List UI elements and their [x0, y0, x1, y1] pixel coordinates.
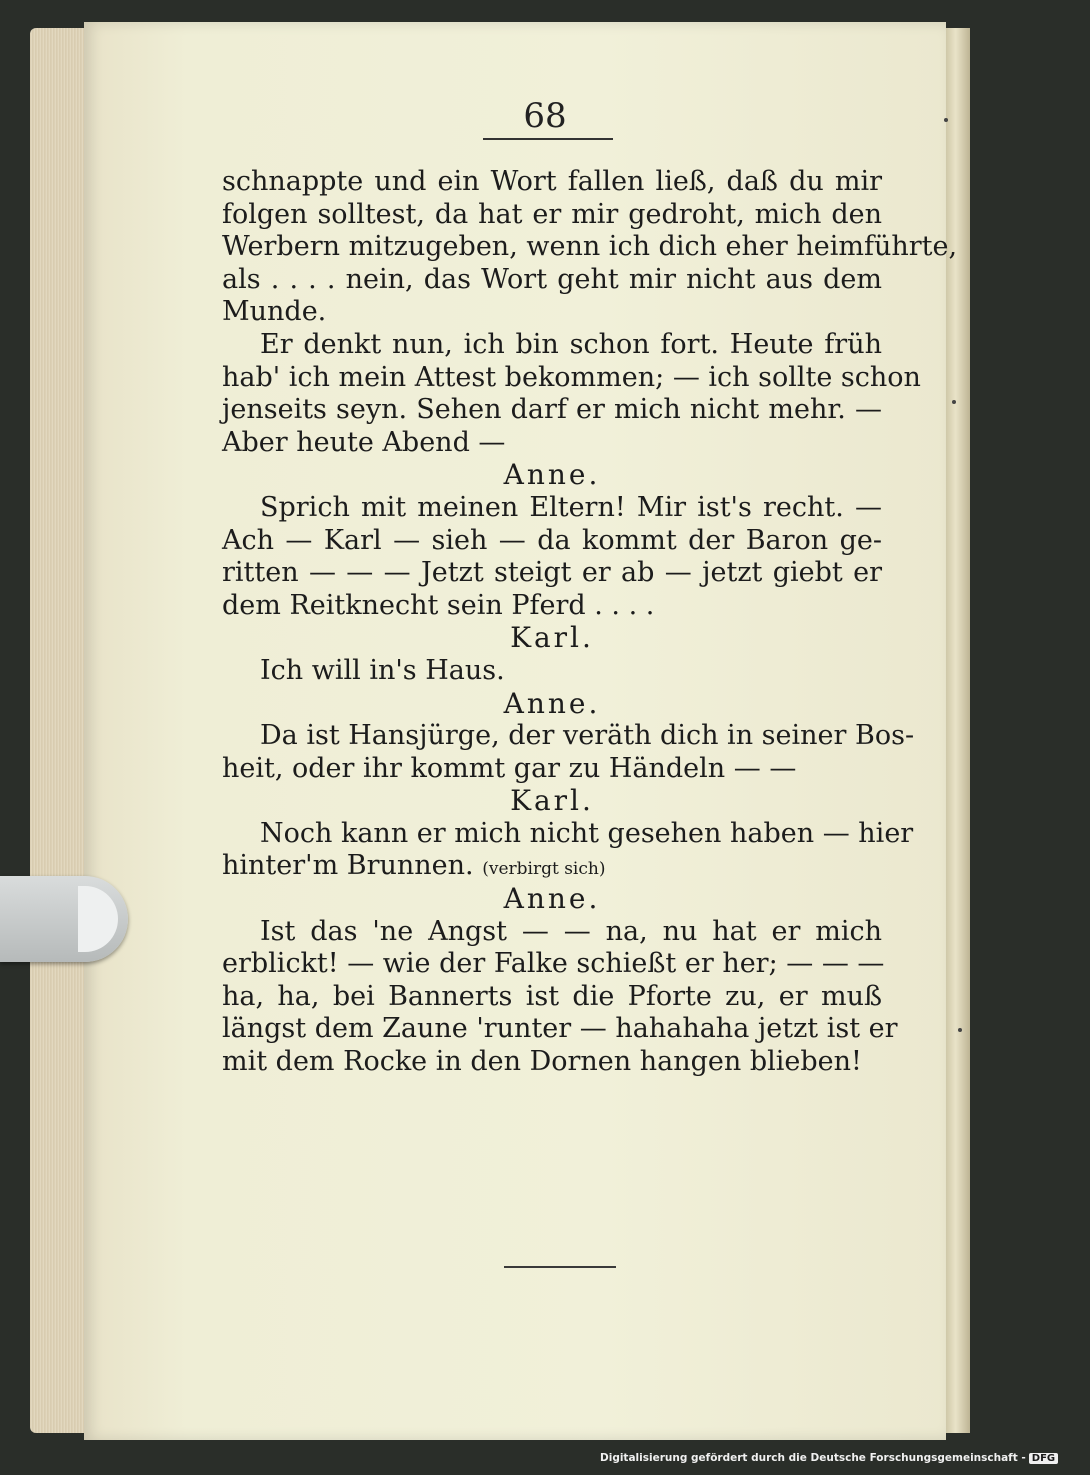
line-text: Munde. — [222, 296, 327, 328]
stage-direction: (verbirgt sich) — [482, 859, 606, 880]
line-text: Er denkt nun, ich bin schon fort. Heute früh — [260, 328, 882, 360]
page-number: 68 — [523, 96, 567, 136]
line-text: Ich will in's Haus. — [260, 654, 505, 686]
text-line — [222, 1046, 882, 1079]
text-line — [222, 427, 882, 460]
text-line — [222, 296, 882, 329]
speaker-name: Anne. — [503, 686, 601, 720]
speaker-name: Anne. — [503, 882, 601, 916]
line-text: längst dem Zaune 'runter — hahahaha jetzt ist er — [222, 1013, 898, 1045]
footer-rule — [504, 1266, 616, 1268]
line-text: als . . . . nein, das Wort geht mir nicht aus dem — [222, 263, 882, 295]
text-line — [222, 1013, 898, 1046]
line-text: hab' ich mein Attest bekommen; — ich sollte schon — [222, 361, 921, 393]
line-text: schnappte und ein Wort fallen ließ, daß du mir — [222, 166, 882, 197]
line-text: ritten — — — Jetzt steigt er ab — jetzt giebt er — [222, 557, 882, 589]
text-line — [222, 264, 882, 297]
text-line — [222, 948, 885, 981]
page-clip — [0, 876, 128, 962]
line-text: jenseits seyn. Sehen darf er mich nicht mehr. — — [222, 394, 882, 426]
text-line — [222, 199, 882, 232]
text-line — [222, 655, 882, 688]
text-line — [222, 916, 882, 949]
header-rule — [483, 138, 613, 140]
text-line — [222, 231, 958, 264]
line-text: heit, oder ihr kommt gar zu Händeln — — — [222, 752, 797, 784]
speaker-name: Karl. — [510, 784, 594, 818]
line-text: Noch kann er mich nicht gesehen haben — hier — [260, 817, 914, 849]
text-line — [222, 720, 915, 753]
binding-mark — [958, 1028, 962, 1032]
text-line — [222, 525, 882, 558]
credit-text: Digitalisierung gefördert durch die Deutsche Forschungsgemeinschaft - — [600, 1452, 1026, 1464]
binding-mark — [952, 400, 956, 404]
text-line — [222, 590, 882, 623]
speaker-name: Anne. — [503, 458, 601, 492]
line-text: ha, ha, bei Bannerts ist die Pforte zu, er muß — [222, 980, 882, 1012]
line-text: erblickt! — wie der Falke schießt er her; — — — — [222, 948, 885, 980]
book-page-edges — [30, 28, 90, 1433]
line-text: dem Reitknecht sein Pferd . . . . — [222, 589, 655, 621]
line-text: Da ist Hansjürge, der veräth dich in seiner Bos- — [260, 720, 915, 752]
line-text: Werbern mitzugeben, wenn ich dich eher heimführte, — [222, 231, 958, 263]
text-line — [222, 753, 882, 786]
text-line — [222, 394, 882, 427]
text-line — [222, 361, 921, 395]
body-text — [222, 166, 958, 1079]
line-text: Sprich mit meinen Eltern! Mir ist's recht. — — [260, 491, 882, 523]
digitization-credit — [600, 1452, 1056, 1470]
text-line — [222, 166, 882, 199]
line-text: hinter'm Brunnen. — [222, 850, 474, 882]
text-line — [222, 817, 914, 851]
dfg-logo: DFG — [1029, 1453, 1058, 1464]
text-line — [222, 329, 882, 362]
speaker-name: Karl. — [510, 621, 594, 655]
line-text: mit dem Rocke in den Dornen hangen blieben! — [222, 1046, 862, 1078]
line-text: Aber heute Abend — — [222, 426, 506, 458]
text-line — [222, 850, 882, 883]
text-line — [222, 981, 882, 1014]
text-line — [222, 557, 882, 590]
text-line — [222, 492, 882, 525]
line-text: Ach — Karl — sieh — da kommt der Baron ge- — [222, 524, 882, 556]
line-text: folgen solltest, da hat er mir gedroht, mich den — [222, 198, 882, 230]
line-text: Ist das 'ne Angst — — na, nu hat er mich — [260, 915, 882, 947]
